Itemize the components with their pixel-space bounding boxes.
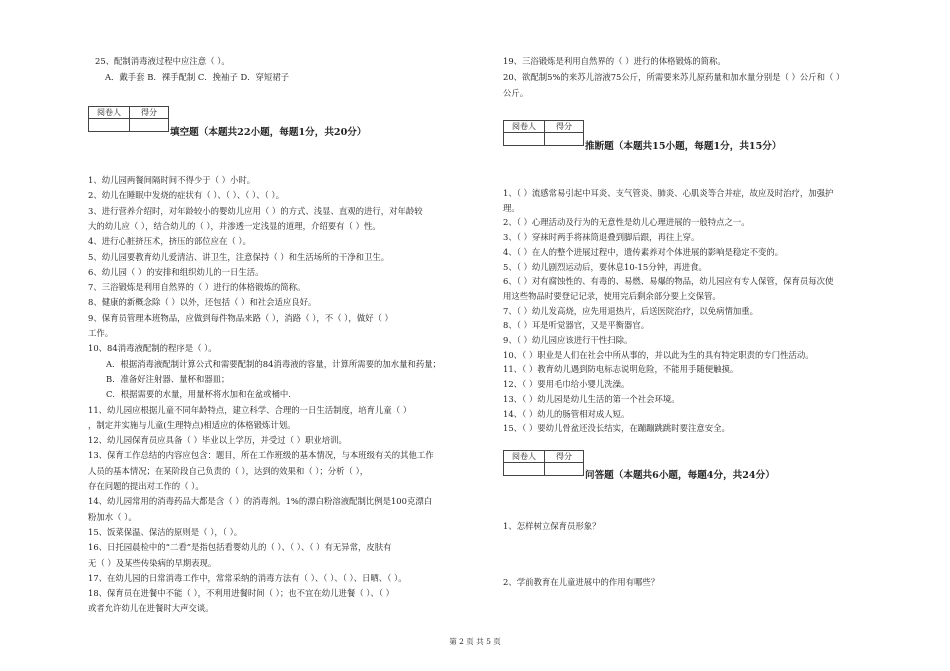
judge-score-table: [503, 120, 584, 146]
judge-question-line: 5、（ ）幼儿剧烈运动后，要休息10-15分钟，再进食。: [503, 261, 707, 272]
fill-question-line: ，制定并实施与儿童(生理特点)相适应的体格锻炼计划。: [88, 419, 296, 430]
fill-question-line: A．根据消毒液配制计算公式和需要配制的84消毒液的容量，计算所需要的加水量和药量；: [106, 358, 441, 369]
fill-question-line: 存在问题的提出对工作的（ ）。: [88, 481, 204, 491]
fill-section-title: 填空题（本题共22小题，每题1分，共20分）: [170, 127, 367, 138]
judge-question-line: 13、（ ）幼儿园是幼儿生活的第一个社会环境。: [503, 393, 680, 404]
question-20: 20、欲配制5%的来苏儿溶液75公斤，所需要来苏儿原药量和加水量分别是（ ）公斤和（ ）: [503, 72, 845, 82]
fill-question-line: 10、84消毒液配制的程序是（ ）。: [88, 343, 217, 354]
fill-question-line: 7、三浴锻炼是利用自然界的（ ）进行的体格锻炼的简称。: [88, 282, 306, 293]
fill-question-line: 9、保育员管理本班物品，应做到每件物品来路（ ），消路（ ），不（ ），做好（ ）: [88, 312, 393, 323]
judge-question-line: 10、（ ）职业是人们在社会中所从事的，并以此为生的具有特定职责的专门性活动。: [503, 349, 814, 360]
fill-question-line: 15、饭菜保温、保洁的原则是（ ），（ ）。: [88, 526, 243, 537]
fill-question-line: B．准备好注射器、量杯和器皿；: [106, 373, 230, 384]
reviewer-label: 阅卷人: [504, 451, 545, 463]
judge-question-line: 用这些物品时要登记记录，使用完后剩余部分要上交保管。: [503, 290, 721, 301]
judge-question-line: 7、（ ）幼儿发高烧，应先用退热片，后送医院治疗，以免病情加重。: [503, 305, 759, 316]
question-25-options: A．戴手套 B．裸手配制 C．挽袖子 D．穿短裙子: [105, 72, 290, 82]
score-cell: [130, 119, 169, 132]
fill-question-line: 工作。: [88, 328, 114, 338]
fill-question-line: 8、健康的新概念除（ ）以外，还包括（ ）和社会适应良好。: [88, 297, 317, 308]
judge-question-line: 6、（ ）对有腐蚀性的、有毒的、易燃、易爆的物品，幼儿园应有专人保管，保育员每次使: [503, 276, 834, 287]
fill-question-line: 14、幼儿园常用的消毒药品大都是含（ ）的消毒剂。1%的漂白粉溶液配制比例是100克漂白: [88, 496, 433, 507]
fill-question-line: C．根据需要的水量，用量杯将水加和在盆或桶中.: [106, 389, 291, 400]
judge-question-line: 4、（ ）在人的整个进展过程中，遗传素养对个体进展的影响是稳定不变的。: [503, 246, 784, 257]
score-cell: [545, 463, 584, 476]
fill-question-line: 13、保育工作总结的内容应包含：题目，所在工作班级的基本情况，与本班级有关的其他工作: [88, 450, 434, 461]
fill-question-line: 3、进行营养介绍时，对年龄较小的婴幼儿应用（ ）的方式、浅显、直观的进行，对年龄较: [88, 205, 423, 216]
judge-question-line: 9、（ ）幼儿园应该进行干性扫除。: [503, 335, 633, 345]
page-footer: 第 2 页 共 5 页: [449, 637, 501, 646]
fill-question-line: 4、进行心脏挤压术，挤压的部位应在（ ）。: [88, 236, 251, 247]
score-label: 得分: [130, 107, 169, 119]
fill-question-line: 大的幼儿应（ ），结合幼儿的（ ），并渗透一定浅显的道理，介绍要有（ ）性。: [88, 220, 381, 231]
fill-question-line: 12、幼儿园保育员应具备（ ）毕业以上学历，并受过（ ）职业培训。: [88, 435, 347, 446]
reviewer-label: 阅卷人: [504, 121, 545, 133]
judge-question-line: 8、（ ）耳是听觉器官，又是平衡器官。: [503, 320, 650, 331]
fill-question-line: 2、幼儿在睡眠中发烧的症状有（ ）、（ ）、（ ）、（ ）。: [88, 190, 284, 201]
fill-question-line: 5、幼儿园要教育幼儿爱清洁、讲卫生，注意保持（ ）和生活场所的干净和卫生。: [88, 251, 390, 262]
qa-section-title: 问答题（本题共6小题，每题4分，共24分）: [585, 470, 775, 481]
score-label: 得分: [545, 121, 584, 133]
fill-question-line: 17、在幼儿园的日常消毒工作中，常常采纳的消毒方法有（ ）、（ ）、（ ）、日晒、（ ）。: [88, 572, 407, 583]
fill-score-table: [88, 106, 169, 132]
judge-question-line: 15、（ ）要幼儿骨盆还没长结实，在蹦蹦跳跳时要注意安全。: [503, 423, 730, 434]
question-25: 25、配制消毒液过程中应注意（ ）。: [95, 56, 230, 66]
judge-question-line: 12、（ ）要用毛巾给小婴儿洗澡。: [503, 379, 630, 390]
qa-question-2: 2、学前教育在儿童进展中的作用有哪些？: [503, 577, 660, 587]
reviewer-cell: [89, 119, 130, 132]
score-cell: [545, 133, 584, 146]
fill-question-line: 无（ ）及某些传染病的早期表现。: [88, 557, 217, 568]
judge-question-line: 3、（ ）穿袜时两手将袜筒退叠到脚后跟，再往上穿。: [503, 232, 700, 243]
judge-question-line: 11、（ ）教育幼儿遇到防电标志说明危险，不能用手随便触摸。: [503, 364, 739, 375]
judge-question-line: 14、（ ）幼儿的肠管相对成人短。: [503, 408, 630, 419]
reviewer-cell: [504, 463, 545, 476]
fill-question-line: 粉加水（ ）。: [88, 511, 137, 522]
reviewer-label: 阅卷人: [89, 107, 130, 119]
judge-question-line: 1、（ ）流感常易引起中耳炎、支气管炎、肺炎、心肌炎等合并症，故应及时治疗，加强护: [503, 188, 834, 198]
fill-question-line: 人员的基本情况；在某阶段自己负责的（ ），达到的效果和（ ）；分析（ ），: [88, 465, 369, 476]
fill-question-line: 18、保育员在进餐中不能（ ），不利用进餐时间（ ）；也不宜在幼儿进餐（ ）、（ ）: [88, 588, 395, 599]
fill-question-line: 或者允许幼儿在进餐时大声交谈。: [88, 603, 214, 614]
judge-section-title: 推断题（本题共15小题，每题1分，共15分）: [585, 141, 782, 152]
judge-question-line: 2、（ ）心理活动及行为的无意性是幼儿心理进展的一般特点之一。: [503, 217, 750, 228]
reviewer-cell: [504, 133, 545, 146]
qa-score-table: [503, 450, 584, 476]
fill-question-line: 16、日托园晨检中的“二看”是指包括看婴幼儿的（ ）、（ ）、（ ）有无异常，皮肤有: [88, 542, 392, 553]
judge-question-line: 理。: [503, 202, 520, 213]
qa-question-1: 1、怎样树立保育员形象？: [503, 521, 601, 531]
fill-question-line: 6、幼儿园（ ）的安排和组织幼儿的一日生活。: [88, 266, 264, 277]
fill-question-line: 11、幼儿园应根据儿童不同年龄特点，建立科学、合理的一日生活制度，培育儿童（ ）: [88, 404, 412, 415]
question-19: 19、三浴锻炼是利用自然界的（ ）进行的体格锻炼的简称。: [503, 56, 726, 66]
fill-question-line: 1、幼儿园两餐间隔时间不得少于（ ）小时。: [88, 175, 256, 185]
score-label: 得分: [545, 451, 584, 463]
question-20-cont: 公斤。: [503, 88, 529, 98]
